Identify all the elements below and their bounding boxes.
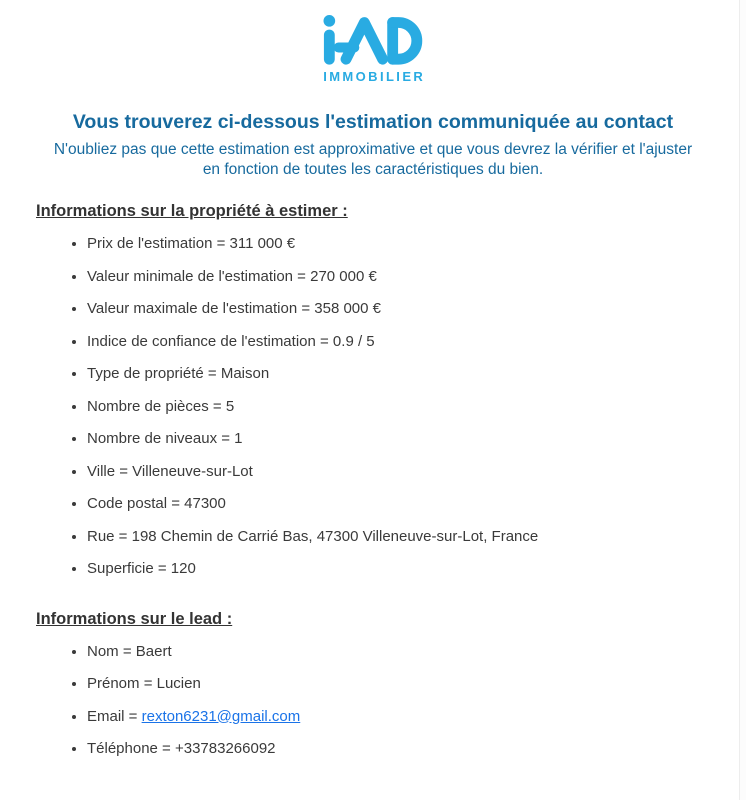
list-item-text: Prix de l'estimation = 311 000 € <box>87 235 296 252</box>
list-item <box>87 234 726 254</box>
list-item <box>87 397 726 417</box>
list-item-text: Nom = Baert <box>87 642 172 660</box>
list-item-text: Email = <box>87 707 142 725</box>
list-item <box>87 527 726 547</box>
property-info-section <box>0 201 746 579</box>
list-item-text: Prénom = Lucien <box>87 675 201 692</box>
list-item <box>87 674 726 694</box>
list-item <box>87 429 726 449</box>
list-item <box>87 299 726 319</box>
list-item <box>87 642 726 662</box>
iad-logo-icon <box>321 14 426 66</box>
list-item-text: Nombre de niveaux = 1 <box>87 430 243 447</box>
list-item <box>87 364 726 384</box>
list-item-text: Rue = 198 Chemin de Carrié Bas, 47300 Villeneuve-sur-Lot, France <box>87 527 539 545</box>
list-item-text: Valeur minimale de l'estimation = 270 000 € <box>87 267 377 285</box>
subtitle-line-2: en fonction de toutes les caractéristiques du bien. <box>202 161 544 178</box>
section-heading-lead: Informations sur le lead : <box>36 609 233 628</box>
page-subtitle <box>0 140 746 180</box>
list-item <box>87 332 726 352</box>
scrollbar-gutter[interactable] <box>739 0 746 800</box>
list-item-text: Téléphone = +33783266092 <box>87 740 276 757</box>
list-item <box>87 739 726 759</box>
list-item-text: Nombre de pièces = 5 <box>87 397 235 415</box>
email-link[interactable]: rexton6231@gmail.com <box>141 707 301 725</box>
list-item <box>87 559 726 579</box>
section-heading-property: Informations sur la propriété à estimer : <box>36 202 348 220</box>
brand-logo-subtext: IMMOBILIER <box>323 69 426 84</box>
list-item <box>87 267 726 287</box>
list-item <box>87 462 726 482</box>
list-item-text: Type de propriété = Maison <box>87 365 270 382</box>
brand-logo <box>0 14 746 84</box>
subtitle-line-1: N'oubliez pas que cette estimation est approximative et que vous devrez la vérifier et l'ajuster <box>53 141 693 158</box>
list-item <box>87 494 726 514</box>
page-title: Vous trouverez ci-dessous l'estimation communiquée au contact <box>72 111 674 133</box>
lead-info-section <box>0 609 746 759</box>
list-item-text: Superficie = 120 <box>87 560 196 577</box>
list-item <box>87 707 726 727</box>
lead-info-list <box>0 642 746 759</box>
list-item-text: Ville = Villeneuve-sur-Lot <box>87 462 253 480</box>
property-info-list <box>0 234 746 579</box>
list-item-text: Valeur maximale de l'estimation = 358 000 € <box>87 300 382 317</box>
list-item-text: Code postal = 47300 <box>87 495 226 512</box>
list-item-text: Indice de confiance de l'estimation = 0.9 / 5 <box>87 332 375 350</box>
